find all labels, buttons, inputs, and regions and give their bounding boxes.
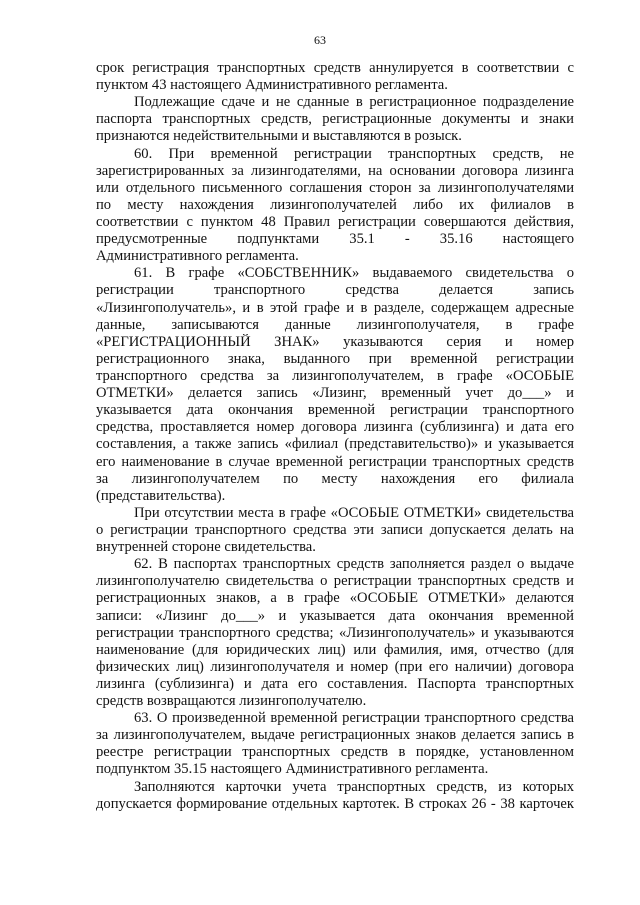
text-line: регистрационных знаков, а в графе «ОСОБЫЕ ОТМЕТКИ» делаются [96,590,574,607]
text-line: подпунктом 35.15 настоящего Административного регламента. [96,761,489,778]
text-line: 61. В графе «СОБСТВЕННИК» выдаваемого свидетельства о [134,265,574,282]
text-line: за лизингополучателем, выдаче регистрационных знаков делается запись в [96,727,574,744]
text-line: средств возвращаются лизингополучателю. [96,693,367,710]
text-line: регистрации транспортного средства делается запись [96,282,574,299]
text-line: данные, записываются данные лизингополучателя, в графе [96,316,574,333]
text-line: «Лизингополучатель», и в этой графе и в разделе, содержащем адресные [96,299,574,316]
text-line: наименование (для юридических лиц) или фамилия, имя, отчество (для [96,641,574,658]
text-line: паспорта транспортных средств, регистрационные документы и знаки [96,111,574,128]
text-line: При отсутствии места в графе «ОСОБЫЕ ОТМЕТКИ» свидетельства [134,504,574,521]
text-line: признаются недействительными и выставляются в розыск. [96,128,462,145]
text-line: реестре регистрации транспортных средств в порядке, установленном [96,744,574,761]
text-line: внутренней стороне свидетельства. [96,539,316,556]
text-line: за лизингополучателем по месту нахождения его филиала [96,470,574,487]
text-line: 62. В паспортах транспортных средств заполняется раздел о выдаче [134,556,574,573]
text-line: срок регистрация транспортных средств аннулируется в соответствии с [96,60,574,76]
text-line: Подлежащие сдаче и не сданные в регистрационное подразделение [134,94,574,111]
text-line: по месту нахождения лизингополучателей либо их филиалов в [96,196,574,213]
text-line: физических лиц) лизингополучателя и номер (при его наличии) договора [96,658,574,675]
text-line: о регистрации транспортного средства эти записи допускается делать на [96,521,574,538]
text-line: 60. При временной регистрации транспортных средств, не [134,145,574,162]
text-line: записи: «Лизинг до___» и указывается дата окончания временной [96,607,574,624]
text-line: (представительства). [96,487,226,504]
text-line: регистрации транспортного средства; «Лизингополучатель» и указываются [96,624,574,641]
text-line: указывается дата окончания временной регистрации транспортного [96,402,574,419]
text-line: лизингополучателю свидетельства о регистрации транспортных средств и [96,573,574,590]
text-line: или отдельного письменного соглашения сторон за лизингополучателями [96,179,574,196]
text-line: Заполняются карточки учета транспортных средств, из которых [134,778,574,795]
text-line: ОТМЕТКИ» делается запись «Лизинг, временный учет до___» и [96,385,574,402]
text-line: зарегистрированных за лизингодателями, на основании договора лизинга [96,162,574,179]
text-line: «РЕГИСТРАЦИОННЫЙ ЗНАК» указываются серия и номер [96,333,574,350]
page-number: 63 [314,33,326,47]
text-line: составления, а также запись «филиал (представительство)» и указывается [96,436,574,453]
text-line: соответствии с пунктом 48 Правил регистрации совершаются действия, [96,213,574,230]
text-line: его наименование в случае временной регистрации транспортных средств [96,453,574,470]
text-line: регистрационного знака, выданного при временной регистрации [96,350,574,367]
text-line: средства, проставляется номер договора лизинга (сублизинга) и дата его [96,419,574,436]
text-line: пунктом 43 настоящего Административного регламента. [96,77,448,94]
text-line: лизинга (сублизинга) и дата его составления. Паспорта транспортных [96,675,574,692]
text-line: предусмотренные подпунктами 35.1 - 35.16 настоящего [96,231,574,248]
document-body [96,60,574,813]
text-line: Административного регламента. [96,248,299,265]
text-line: транспортного средства за лизингополучателем, в графе «ОСОБЫЕ [96,367,574,384]
text-line: допускается формирование отдельных картотек. В строках 26 - 38 карточек [96,795,574,812]
text-line: 63. О произведенной временной регистрации транспортного средства [134,710,574,727]
